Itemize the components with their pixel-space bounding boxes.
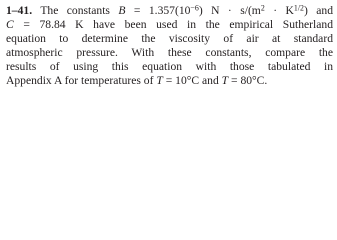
problem-line-4: atmospheric pressure. With these constants, compare the: [6, 46, 333, 59]
problem-line-1: 1–41. The constants $B = 1.357(10^{-6}) N \cdot s/(m^2 \cdot K^{1/2})$ and: [6, 3, 333, 17]
variable-t: T: [221, 74, 229, 87]
variable-t: T: [156, 74, 163, 87]
problem-line-5: results of using this equation with those tabulated in: [6, 60, 333, 73]
variable-c: C: [6, 18, 14, 31]
problem-line-6: Appendix A for temperatures of T = 10°C and T = 80°C.: [6, 74, 268, 87]
problem-line-3: equation to determine the viscosity of air at standard: [6, 32, 333, 45]
problem-number: 1–41.: [6, 4, 33, 17]
problem-statement: [6, 4, 333, 88]
problem-line-2: C = 78.84 K have been used in the empirical Sutherland: [6, 18, 333, 31]
variable-b: B: [118, 4, 126, 17]
